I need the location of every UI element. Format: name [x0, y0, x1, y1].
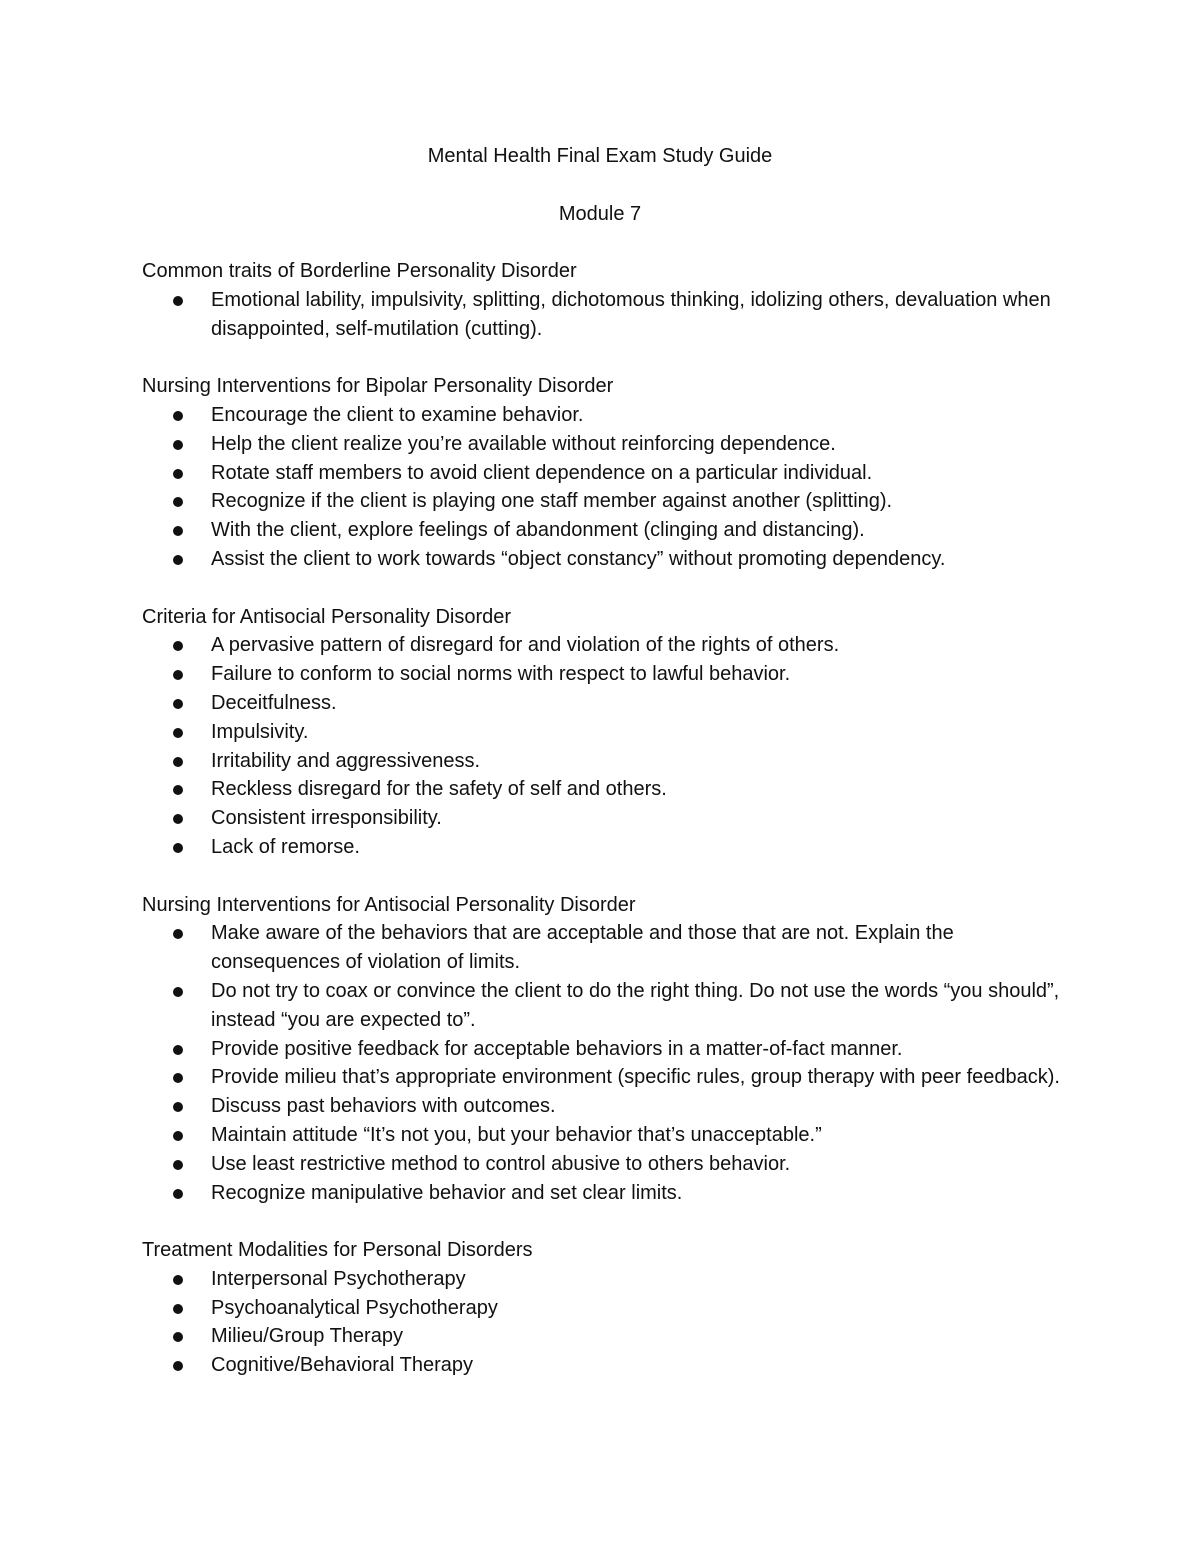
- list-item: [142, 1179, 1062, 1208]
- list-item: [142, 1265, 1062, 1294]
- module-label: Module 7: [558, 203, 642, 225]
- bullet-icon: [173, 641, 183, 651]
- bullet-icon: [173, 1361, 183, 1371]
- list-item-text: Reckless disregard for the safety of self and others.: [211, 778, 667, 801]
- list-item-text: Failure to conform to social norms with respect to lawful behavior.: [211, 663, 791, 686]
- bullet-icon: [173, 1073, 183, 1083]
- list-item: [142, 1351, 1062, 1380]
- list-item: [142, 1150, 1062, 1179]
- list-item: [142, 1063, 1062, 1092]
- bullet-list: [142, 919, 1062, 1207]
- list-item: [142, 718, 1062, 747]
- list-item-text: Milieu/Group Therapy: [211, 1325, 403, 1348]
- list-item: [142, 1294, 1062, 1323]
- list-item-text: Emotional lability, impulsivity, splitting, dichotomous thinking, idolizing others, devaluation when disappointed, self-mutilation (cutting).: [211, 288, 1051, 340]
- section-heading: Common traits of Borderline Personality Disorder: [142, 260, 577, 282]
- bullet-icon: [173, 1189, 183, 1199]
- bullet-icon: [173, 987, 183, 997]
- list-item-text: Recognize manipulative behavior and set clear limits.: [211, 1181, 683, 1204]
- list-item: [142, 286, 1062, 344]
- list-item: [142, 804, 1062, 833]
- list-item-text: Help the client realize you’re available without reinforcing dependence.: [211, 432, 836, 455]
- list-item: [142, 977, 1062, 1035]
- list-item-text: Interpersonal Psychotherapy: [211, 1267, 466, 1290]
- bullet-icon: [173, 814, 183, 824]
- list-item: [142, 919, 1062, 977]
- bullet-icon: [173, 497, 183, 507]
- bullet-icon: [173, 440, 183, 450]
- list-item-text: Assist the client to work towards “object constancy” without promoting dependency.: [211, 547, 946, 570]
- list-item-text: Lack of remorse.: [211, 835, 360, 858]
- bullet-icon: [173, 411, 183, 421]
- bullet-icon: [173, 469, 183, 479]
- bullet-icon: [173, 1045, 183, 1055]
- bullet-icon: [173, 1332, 183, 1342]
- bullet-icon: [173, 670, 183, 680]
- list-item: [142, 487, 1062, 516]
- list-item: [142, 545, 1062, 574]
- list-item: [142, 1121, 1062, 1150]
- bullet-icon: [173, 785, 183, 795]
- bullet-icon: [173, 1131, 183, 1141]
- list-item-text: Provide positive feedback for acceptable behaviors in a matter-of-fact manner.: [211, 1037, 903, 1060]
- list-item: [142, 747, 1062, 776]
- section: [142, 603, 1062, 862]
- bullet-icon: [173, 1275, 183, 1285]
- bullet-list: [142, 401, 1062, 574]
- list-item: [142, 1035, 1062, 1064]
- section-heading: Treatment Modalities for Personal Disorders: [142, 1239, 533, 1262]
- list-item-text: Psychoanalytical Psychotherapy: [211, 1296, 498, 1319]
- section-heading: Criteria for Antisocial Personality Disorder: [142, 605, 512, 628]
- list-item: [142, 660, 1062, 689]
- section: [142, 372, 1062, 574]
- list-item-text: Irritability and aggressiveness.: [211, 749, 481, 772]
- bullet-icon: [173, 526, 183, 536]
- list-item-text: Do not try to coax or convince the client to do the right thing. Do not use the words “you should”, instead “you are expected to”.: [211, 979, 1060, 1031]
- list-item-text: Deceitfulness.: [211, 691, 337, 714]
- section-heading: Nursing Interventions for Antisocial Personality Disorder: [142, 893, 636, 916]
- list-item: [142, 430, 1062, 459]
- document-title: Mental Health Final Exam Study Guide: [427, 145, 773, 167]
- list-item-text: Cognitive/Behavioral Therapy: [211, 1354, 474, 1377]
- bullet-list: [142, 1265, 1062, 1380]
- list-item: [142, 689, 1062, 718]
- bullet-icon: [173, 757, 183, 767]
- list-item-text: Recognize if the client is playing one staff member against another (splitting).: [211, 490, 893, 513]
- bullet-list: [142, 631, 1062, 861]
- list-item-text: Make aware of the behaviors that are acceptable and those that are not. Explain the consequences of violation of limits.: [211, 922, 954, 974]
- list-item-text: Consistent irresponsibility.: [211, 807, 442, 830]
- document-body: [142, 257, 1062, 1409]
- list-item-text: Rotate staff members to avoid client dependence on a particular individual.: [211, 461, 873, 484]
- section-heading: Nursing Interventions for Bipolar Personality Disorder: [142, 375, 614, 398]
- list-item: [142, 1322, 1062, 1351]
- list-item-text: With the client, explore feelings of abandonment (clinging and distancing).: [211, 519, 865, 542]
- list-item-text: A pervasive pattern of disregard for and violation of the rights of others.: [211, 634, 840, 657]
- bullet-icon: [173, 1102, 183, 1112]
- bullet-list: [142, 286, 1062, 344]
- bullet-icon: [173, 1160, 183, 1170]
- list-item: [142, 401, 1062, 430]
- bullet-icon: [173, 555, 183, 565]
- list-item-text: Maintain attitude “It’s not you, but your behavior that’s unacceptable.”: [211, 1123, 822, 1146]
- list-item: [142, 1092, 1062, 1121]
- bullet-icon: [173, 728, 183, 738]
- list-item: [142, 516, 1062, 545]
- list-item: [142, 833, 1062, 862]
- list-item: [142, 631, 1062, 660]
- bullet-icon: [173, 1304, 183, 1314]
- list-item-text: Provide milieu that’s appropriate environment (specific rules, group therapy with peer feedback).: [211, 1066, 1060, 1089]
- section: [142, 891, 1062, 1208]
- list-item-text: Discuss past behaviors with outcomes.: [211, 1095, 556, 1118]
- bullet-icon: [173, 296, 183, 306]
- list-item: [142, 459, 1062, 488]
- list-item: [142, 775, 1062, 804]
- list-item-text: Encourage the client to examine behavior.: [211, 403, 584, 426]
- section: [142, 257, 1062, 343]
- list-item-text: Impulsivity.: [211, 720, 309, 743]
- bullet-icon: [173, 929, 183, 939]
- section: [142, 1236, 1062, 1380]
- bullet-icon: [173, 699, 183, 709]
- list-item-text: Use least restrictive method to control abusive to others behavior.: [211, 1152, 791, 1175]
- bullet-icon: [173, 843, 183, 853]
